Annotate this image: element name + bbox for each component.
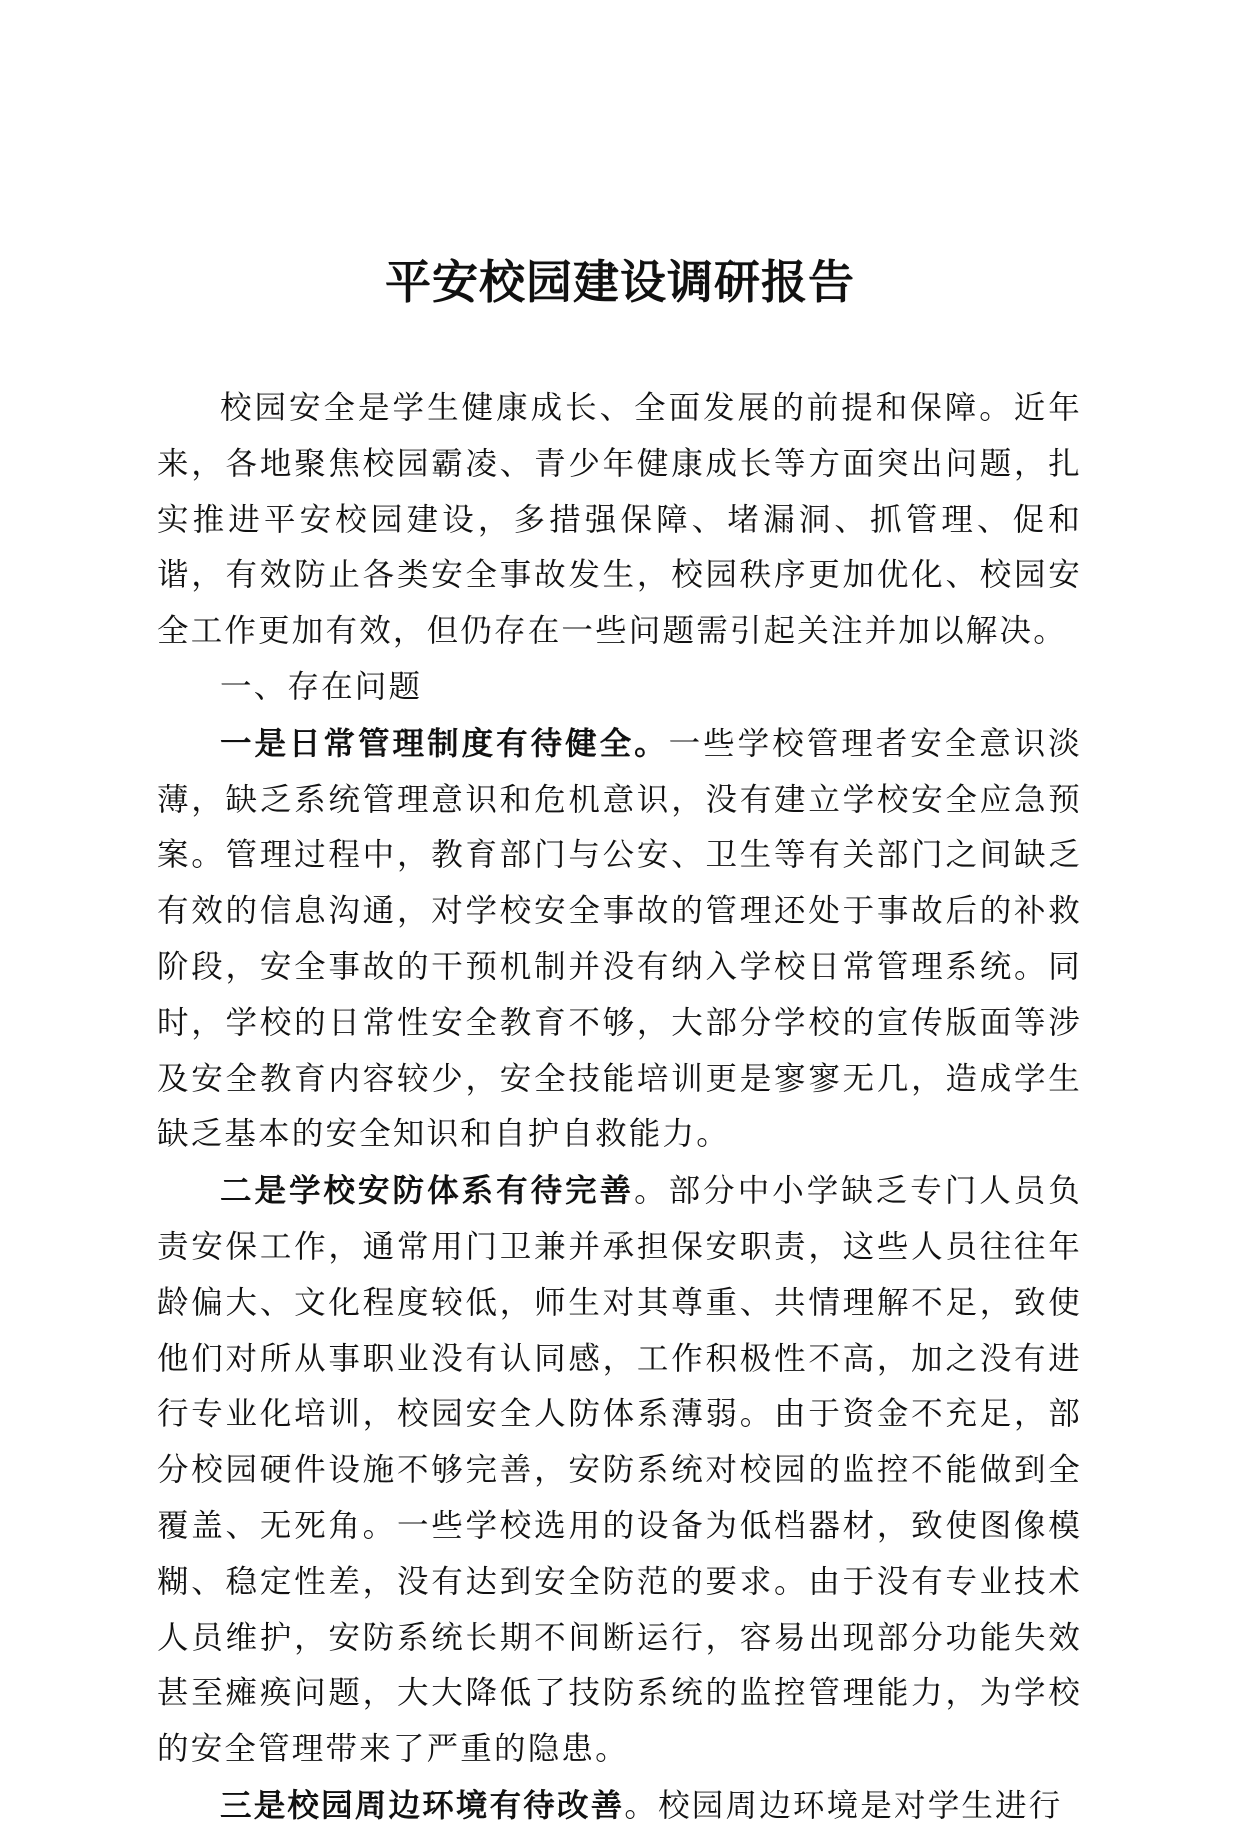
document-body <box>157 381 1082 1835</box>
point-lead-2: 二是学校安防体系有待完善 <box>220 1172 635 1210</box>
point-paragraph-3 <box>157 1778 1082 1835</box>
point-lead-3: 三是校园周边环境有待改善 <box>220 1786 625 1824</box>
point-text-3: 。校园周边环境是对学生进行 <box>624 1787 1063 1824</box>
point-paragraph-1 <box>157 716 1082 1163</box>
section-heading: 一、存在问题 <box>220 668 423 705</box>
point-paragraph-2 <box>157 1163 1082 1778</box>
point-text-2: 。部分中小学缺乏专门人员负责安保工作，通常用门卫兼并承担保安职责，这些人员往往年龄偏大、文化程度较低，师生对其尊重、共情理解不足，致使他们对所从事职业没有认同感，工作积极性不高，加之没有进行专业化培训，校园安全人防体系薄弱。由于资金不充足，部分校园硬件设施不够完善，安防系统对校园的监控不能做到全覆盖、无死角。一些学校选用的设备为低档器材，致使图像模糊、稳定性差，没有达到安全防范的要求。由于没有专业技术人员维护，安防系统长期不间断运行，容易出现部分功能失效甚至瘫痪问题，大大降低了技防系统的监控管理能力，为学校的安全管理带来了严重的隐患。 <box>157 1173 1082 1768</box>
point-lead-1: 一是日常管理制度有待健全。 <box>220 724 669 762</box>
intro-paragraph: 校园安全是学生健康成长、全面发展的前提和保障。近年来，各地聚焦校园霸凌、青少年健康成长等方面突出问题，扎实推进平安校园建设，多措强保障、堵漏洞、抓管理、促和谐，有效防止各类安全事故发生，校园秩序更加优化、校园安全工作更加有效，但仍存在一些问题需引起关注并加以解决。 <box>157 390 1082 650</box>
document-title: 平安校园建设调研报告 <box>385 255 855 309</box>
point-text-1: 一些学校管理者安全意识淡薄，缺乏系统管理意识和危机意识，没有建立学校安全应急预案。管理过程中，教育部门与公安、卫生等有关部门之间缺乏有效的信息沟通，对学校安全事故的管理还处于事故后的补救阶段，安全事故的干预机制并没有纳入学校日常管理系统。同时，学校的日常性安全教育不够，大部分学校的宣传版面等涉及安全教育内容较少，安全技能培训更是寥寥无几，造成学生缺乏基本的安全知识和自护自救能力。 <box>157 725 1082 1153</box>
